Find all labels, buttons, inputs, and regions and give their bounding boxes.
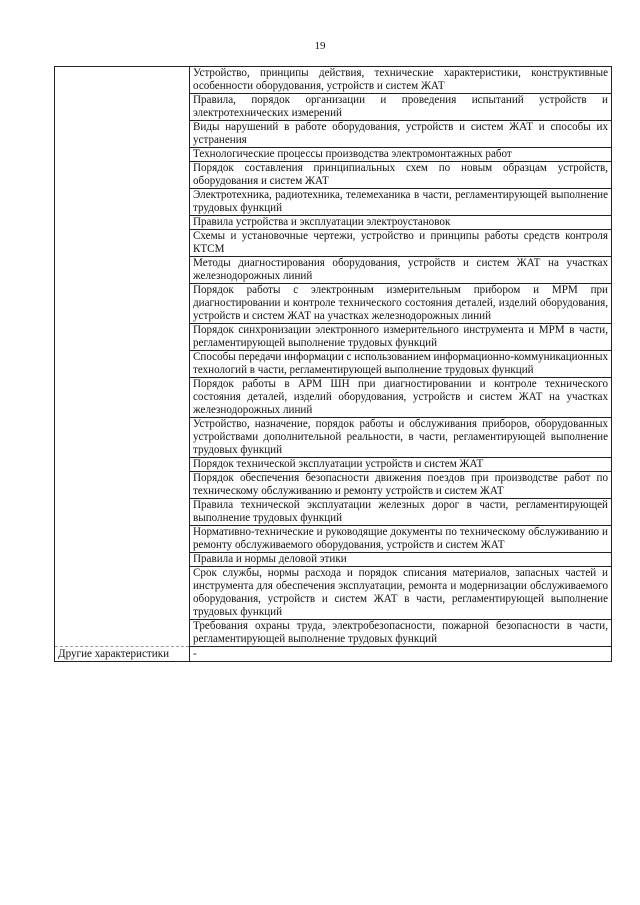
label-cell-empty bbox=[55, 67, 190, 94]
label-cell-empty bbox=[55, 284, 190, 324]
table-row bbox=[55, 378, 612, 418]
label-cell-empty bbox=[55, 567, 190, 620]
knowledge-item: Срок службы, нормы расхода и порядок списания материалов, запасных частей и инструмента для обеспечения эксплуатации, ремонта и модернизации обслуживаемого оборудования, устройств и систем ЖАТ в части, регламентирующей выполнение трудовых функций bbox=[190, 567, 612, 620]
knowledge-item: Порядок технической эксплуатации устройств и систем ЖАТ bbox=[190, 458, 612, 472]
table-row bbox=[55, 526, 612, 553]
table-row bbox=[55, 553, 612, 567]
label-cell-empty bbox=[55, 526, 190, 553]
knowledge-item: Нормативно-технические и руководящие документы по техническому обслуживанию и ремонту обслуживаемого оборудования, устройств и систем ЖАТ bbox=[190, 526, 612, 553]
other-characteristics-row bbox=[55, 647, 612, 662]
knowledge-item: Требования охраны труда, электробезопасности, пожарной безопасности в части, регламентирующей выполнение трудовых функций bbox=[190, 620, 612, 647]
knowledge-item: Порядок синхронизации электронного измерительного инструмента и МРМ в части, регламентирующей выполнение трудовых функций bbox=[190, 324, 612, 351]
label-cell-empty bbox=[55, 148, 190, 162]
knowledge-item: Правила, порядок организации и проведения испытаний устройств и электротехнических измерений bbox=[190, 94, 612, 121]
knowledge-item: Виды нарушений в работе оборудования, устройств и систем ЖАТ и способы их устранения bbox=[190, 121, 612, 148]
other-characteristics-value: - bbox=[190, 647, 612, 662]
label-cell-empty bbox=[55, 121, 190, 148]
knowledge-item: Правила технической эксплуатации железных дорог в части, регламентирующей выполнение трудовых функций bbox=[190, 499, 612, 526]
knowledge-item: Технологические процессы производства электромонтажных работ bbox=[190, 148, 612, 162]
label-cell-empty bbox=[55, 499, 190, 526]
label-cell-empty bbox=[55, 472, 190, 499]
table-row bbox=[55, 418, 612, 458]
table-row bbox=[55, 351, 612, 378]
knowledge-item: Правила и нормы деловой этики bbox=[190, 553, 612, 567]
table-row bbox=[55, 189, 612, 216]
label-cell-empty bbox=[55, 553, 190, 567]
table-row bbox=[55, 67, 612, 94]
label-cell-empty bbox=[55, 324, 190, 351]
knowledge-item: Порядок составления принципиальных схем по новым образцам устройств, оборудования и систем ЖАТ bbox=[190, 162, 612, 189]
label-cell-empty bbox=[55, 94, 190, 121]
table-row bbox=[55, 148, 612, 162]
table-row bbox=[55, 230, 612, 257]
knowledge-item: Схемы и установочные чертежи, устройство и принципы работы средств контроля КТСМ bbox=[190, 230, 612, 257]
table-row bbox=[55, 162, 612, 189]
label-cell-empty bbox=[55, 162, 190, 189]
label-cell-empty bbox=[55, 257, 190, 284]
page-number: 19 bbox=[314, 40, 326, 52]
knowledge-item: Устройство, принципы действия, технические характеристики, конструктивные особенности оборудования, устройств и систем ЖАТ bbox=[190, 67, 612, 94]
table-row bbox=[55, 284, 612, 324]
table-row bbox=[55, 472, 612, 499]
table-row bbox=[55, 216, 612, 230]
knowledge-item: Порядок обеспечения безопасности движения поездов при производстве работ по техническому обслуживанию и ремонту устройств и систем ЖАТ bbox=[190, 472, 612, 499]
knowledge-item: Устройство, назначение, порядок работы и обслуживания приборов, оборудованных устройствами дополнительной реальности, в части, регламентирующей выполнение трудовых функций bbox=[190, 418, 612, 458]
table-row bbox=[55, 620, 612, 647]
label-cell-empty bbox=[55, 230, 190, 257]
table-row bbox=[55, 121, 612, 148]
knowledge-table-body bbox=[55, 67, 612, 662]
knowledge-table bbox=[54, 66, 612, 662]
knowledge-item: Порядок работы в АРМ ШН при диагностировании и контроле технического состояния деталей, изделий оборудования, устройств и систем ЖАТ на участках железнодорожных линий bbox=[190, 378, 612, 418]
table-row bbox=[55, 324, 612, 351]
label-cell-empty bbox=[55, 351, 190, 378]
table-row bbox=[55, 257, 612, 284]
label-cell-empty bbox=[55, 189, 190, 216]
label-cell-empty bbox=[55, 458, 190, 472]
knowledge-item: Правила устройства и эксплуатации электроустановок bbox=[190, 216, 612, 230]
label-cell-empty bbox=[55, 378, 190, 418]
label-cell-empty bbox=[55, 418, 190, 458]
table-row bbox=[55, 94, 612, 121]
knowledge-item: Порядок работы с электронным измерительным прибором и МРМ при диагностировании и контроле технического состояния деталей, изделий оборудования, устройств и систем ЖАТ на участках железнодорожных линий bbox=[190, 284, 612, 324]
knowledge-item: Способы передачи информации с использованием информационно-коммуникационных технологий в части, регламентирующей выполнение трудовых функций bbox=[190, 351, 612, 378]
table-row bbox=[55, 458, 612, 472]
other-characteristics-label: Другие характеристики bbox=[55, 647, 190, 662]
table-row bbox=[55, 567, 612, 620]
table-row bbox=[55, 499, 612, 526]
label-cell-empty bbox=[55, 216, 190, 230]
label-cell-empty bbox=[55, 620, 190, 647]
knowledge-item: Методы диагностирования оборудования, устройств и систем ЖАТ на участках железнодорожных линий bbox=[190, 257, 612, 284]
knowledge-item: Электротехника, радиотехника, телемеханика в части, регламентирующей выполнение трудовых функций bbox=[190, 189, 612, 216]
